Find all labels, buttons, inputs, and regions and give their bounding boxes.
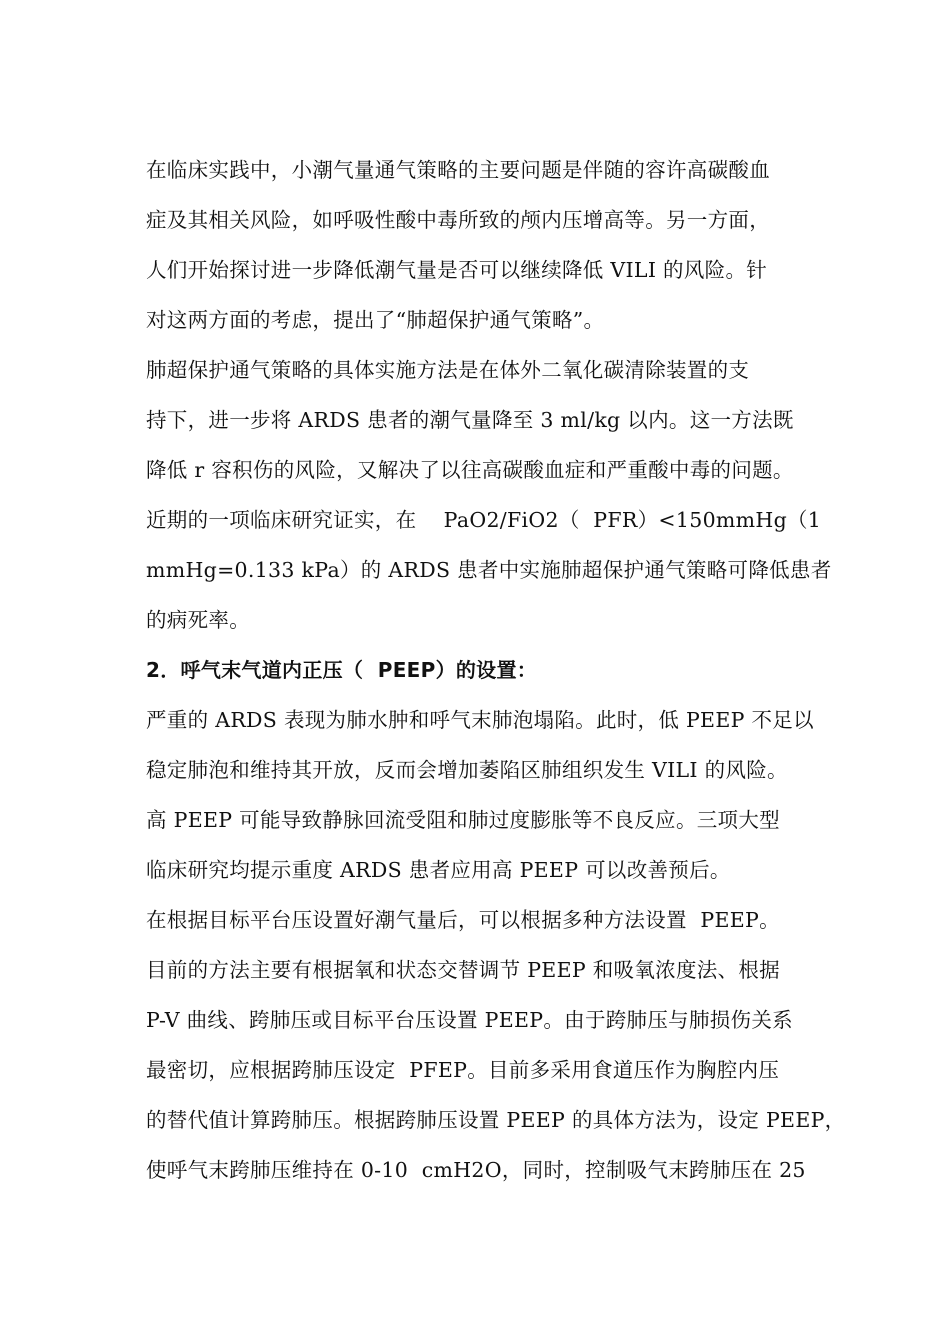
- paragraph-line: 目前的方法主要有根据氧和状态交替调节 PEEP 和吸氧浓度法、根据: [146, 958, 780, 982]
- paragraph-line: 降低 r 容积伤的风险，又解决了以往高碳酸血症和严重酸中毒的问题。: [146, 458, 794, 482]
- paragraph-line: 人们开始探讨进一步降低潮气量是否可以继续降低 VILI 的风险。针: [146, 258, 768, 282]
- section-heading: 2．呼气末气道内正压（ PEEP）的设置：: [146, 658, 538, 682]
- paragraph-line: mmHg=0.133 kPa）的 ARDS 患者中实施肺超保护通气策略可降低患者: [146, 558, 832, 582]
- paragraph-line: 稳定肺泡和维持其开放，反而会增加萎陷区肺组织发生 VILI 的风险。: [146, 758, 788, 782]
- paragraph-line: 临床研究均提示重度 ARDS 患者应用高 PEEP 可以改善预后。: [146, 858, 731, 882]
- paragraph-line: 在根据目标平台压设置好潮气量后，可以根据多种方法设置 PEEP。: [146, 908, 780, 932]
- paragraph-line: 对这两方面的考虑，提出了“肺超保护通气策略”。: [146, 308, 605, 332]
- paragraph-line: 近期的一项临床研究证实，在 PaO2/FiO2（ PFR）<150mmHg（1: [146, 508, 822, 532]
- paragraph-line: 肺超保护通气策略的具体实施方法是在体外二氧化碳清除装置的支: [146, 358, 750, 382]
- paragraph-line: 症及其相关风险，如呼吸性酸中毒所致的颅内压增高等。另一方面，: [146, 208, 770, 232]
- paragraph-line: 的病死率。: [146, 608, 250, 632]
- paragraph-line: 使呼气末跨肺压维持在 0-10 cmH2O，同时，控制吸气末跨肺压在 25: [146, 1158, 806, 1182]
- paragraph-line: 高 PEEP 可能导致静脉回流受阻和肺过度膨胀等不良反应。三项大型: [146, 808, 780, 832]
- paragraph-line: 最密切，应根据跨肺压设定 PFEP。目前多采用食道压作为胸腔内压: [146, 1058, 780, 1082]
- paragraph-line: 在临床实践中，小潮气量通气策略的主要问题是伴随的容许高碳酸血: [146, 158, 770, 182]
- paragraph-line: P-V 曲线、跨肺压或目标平台压设置 PEEP。由于跨肺压与肺损伤关系: [146, 1008, 793, 1032]
- paragraph-line: 持下，进一步将 ARDS 患者的潮气量降至 3 ml/kg 以内。这一方法既: [146, 408, 794, 432]
- paragraph-line: 的替代值计算跨肺压。根据跨肺压设置 PEEP 的具体方法为，设定 PEEP，: [146, 1108, 846, 1132]
- paragraph-line: 严重的 ARDS 表现为肺水肿和呼气末肺泡塌陷。此时，低 PEEP 不足以: [146, 708, 814, 732]
